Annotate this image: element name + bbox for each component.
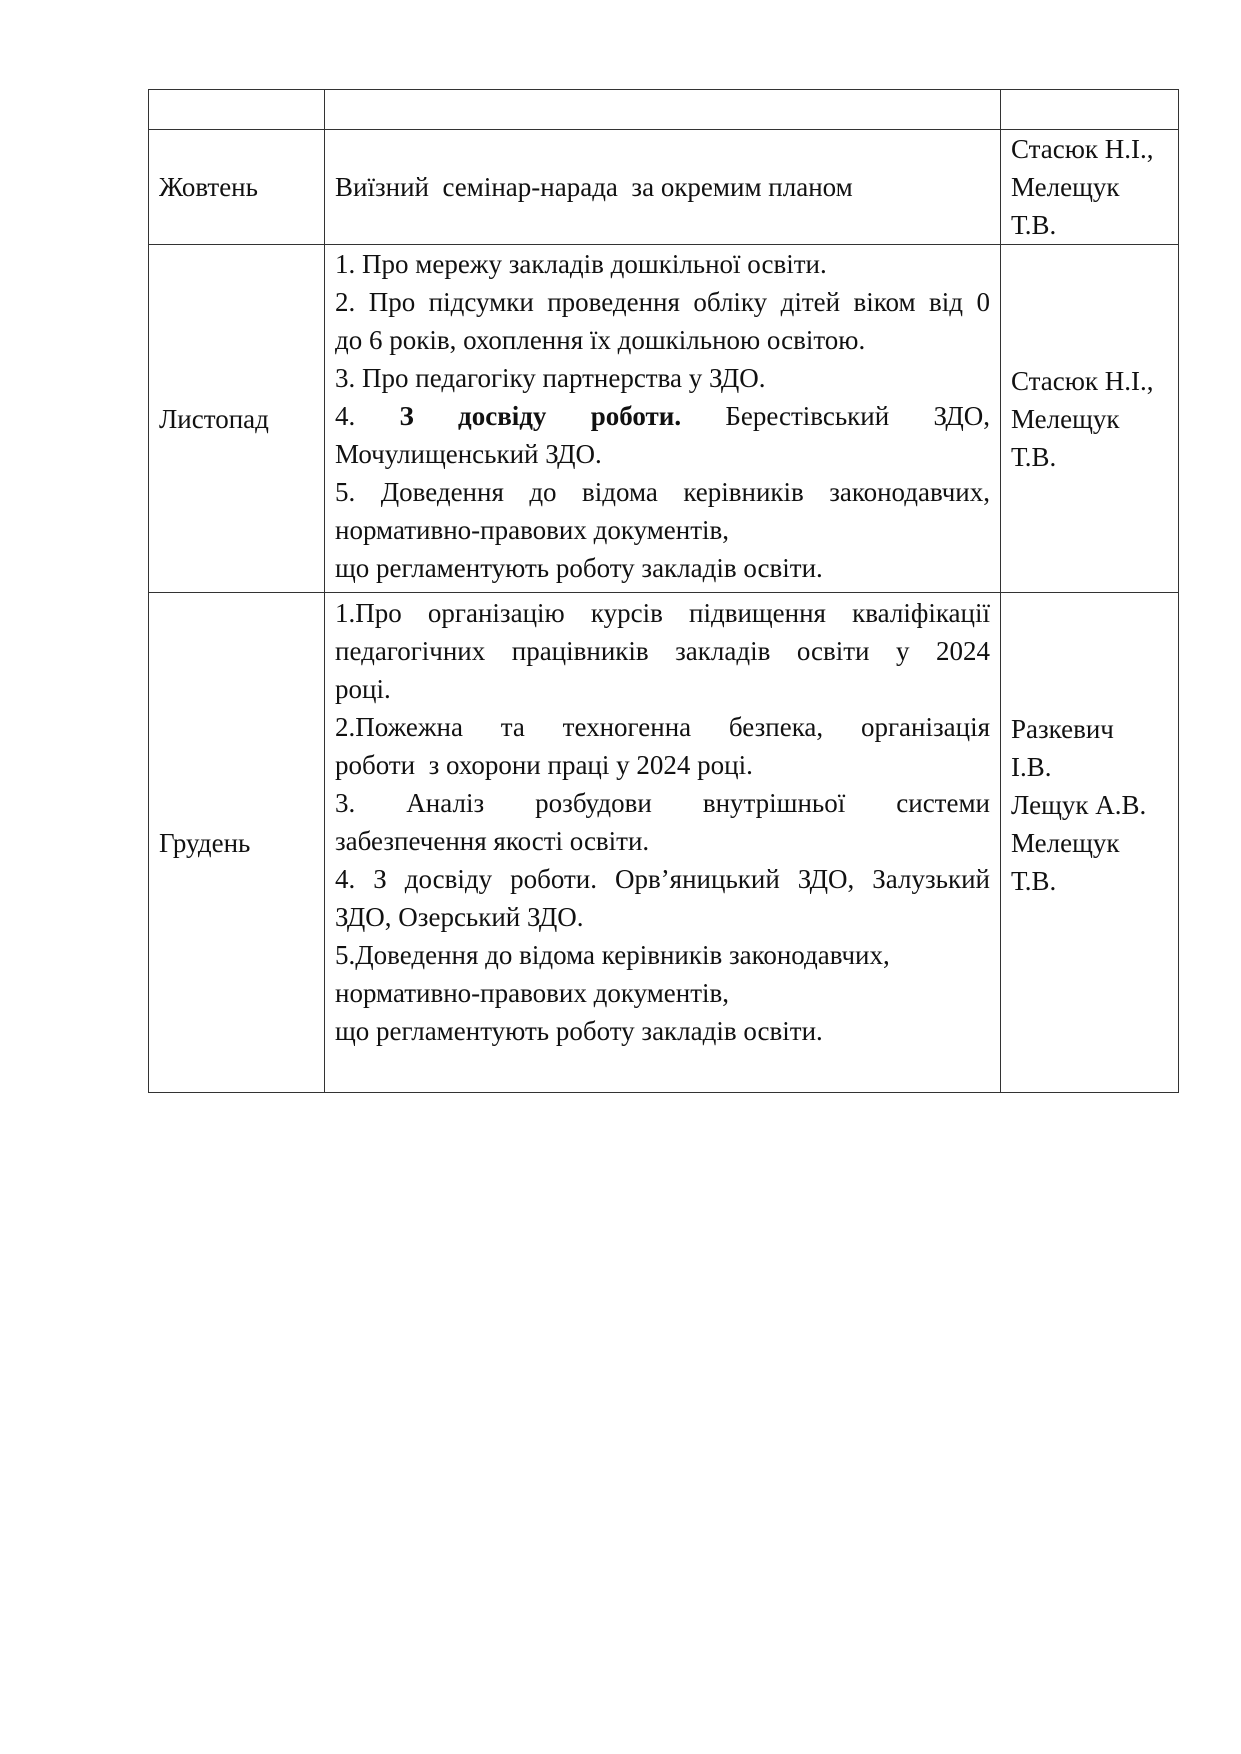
responsible-cell [1001, 130, 1179, 245]
table-row [149, 90, 1179, 130]
responsible-line: Мелещук [1011, 403, 1120, 434]
responsible-cell [1001, 90, 1179, 130]
month-cell: Листопад [149, 245, 325, 593]
topic-line: ЗДО, Озерський ЗДО. [335, 902, 584, 932]
table-row [149, 245, 1179, 593]
month-cell [149, 90, 325, 130]
topic-cell [325, 245, 1001, 593]
responsible-line: Стасюк Н.І., [1011, 365, 1154, 396]
topic-line [335, 397, 990, 435]
topic-line: 1.Про організацію курсів підвищення кваліфікації [335, 598, 990, 628]
responsible-cell [1001, 245, 1179, 593]
topic-cell [325, 90, 1001, 130]
topic-line: 2. Про підсумки проведення обліку дітей віком від 0 [335, 287, 990, 317]
topic-line: 5.Доведення до відома керівників законодавчих, [335, 940, 890, 970]
responsible-line: Т.В. [1011, 866, 1057, 896]
table-row [149, 593, 1179, 1093]
topic-line: роботи з охорони праці у 2024 році. [335, 750, 753, 780]
topic-line: 2.Пожежна та техногенна безпека, організація [335, 712, 990, 742]
item-number: 4. [335, 401, 356, 431]
responsible-line: Т.В. [1011, 441, 1057, 472]
topic-line: Мочулищенський ЗДО. [335, 439, 602, 469]
schedule-table [148, 89, 1179, 1093]
responsible-line: Лещук А.В. [1011, 790, 1147, 820]
topic-line: 4. З досвіду роботи. Орв’яницький ЗДО, Залузький [335, 864, 990, 894]
topic-line: педагогічних працівників закладів освіти у 2024 [335, 636, 990, 666]
topic-line: році. [335, 674, 391, 704]
topic-line: до 6 років, охоплення їх дошкільною освітою. [335, 325, 866, 355]
bold-heading: З досвіду роботи. [399, 401, 682, 431]
topic-line: 3. Аналіз розбудови внутрішньої системи [335, 788, 990, 818]
responsible-line: Разкевич [1011, 714, 1114, 744]
responsible-line: Т.В. [1011, 210, 1057, 240]
month-cell: Грудень [149, 593, 325, 1093]
responsible-cell [1001, 593, 1179, 1093]
topic-line: нормативно-правових документів, [335, 978, 730, 1008]
month-cell: Жовтень [149, 130, 325, 245]
item-number: 5. [335, 477, 356, 507]
topic-cell [325, 130, 1001, 245]
topic-line [335, 473, 990, 511]
responsible-line: І.В. [1011, 752, 1052, 782]
responsible-line: Стасюк Н.І., [1011, 134, 1154, 164]
responsible-line: Мелещук [1011, 172, 1120, 202]
responsible-line: Мелещук [1011, 828, 1120, 858]
topic-cell [325, 593, 1001, 1093]
topic-line: забезпечення якості освіти. [335, 826, 650, 856]
topic-line: 3. Про педагогіку партнерства у ЗДО. [335, 363, 766, 393]
topic-line: нормативно-правових документів, [335, 515, 730, 545]
topic-line: Виїзний семінар-нарада за окремим планом [335, 172, 853, 202]
table-row [149, 130, 1179, 245]
topic-line: що регламентують роботу закладів освіти. [335, 1016, 823, 1046]
topic-line: що регламентують роботу закладів освіти. [335, 553, 823, 583]
item-text: Доведення до відома керівників законодавчих, [380, 477, 990, 507]
item-text: Берестівський ЗДО, [725, 401, 991, 431]
topic-line: 1. Про мережу закладів дошкільної освіти. [335, 249, 827, 279]
